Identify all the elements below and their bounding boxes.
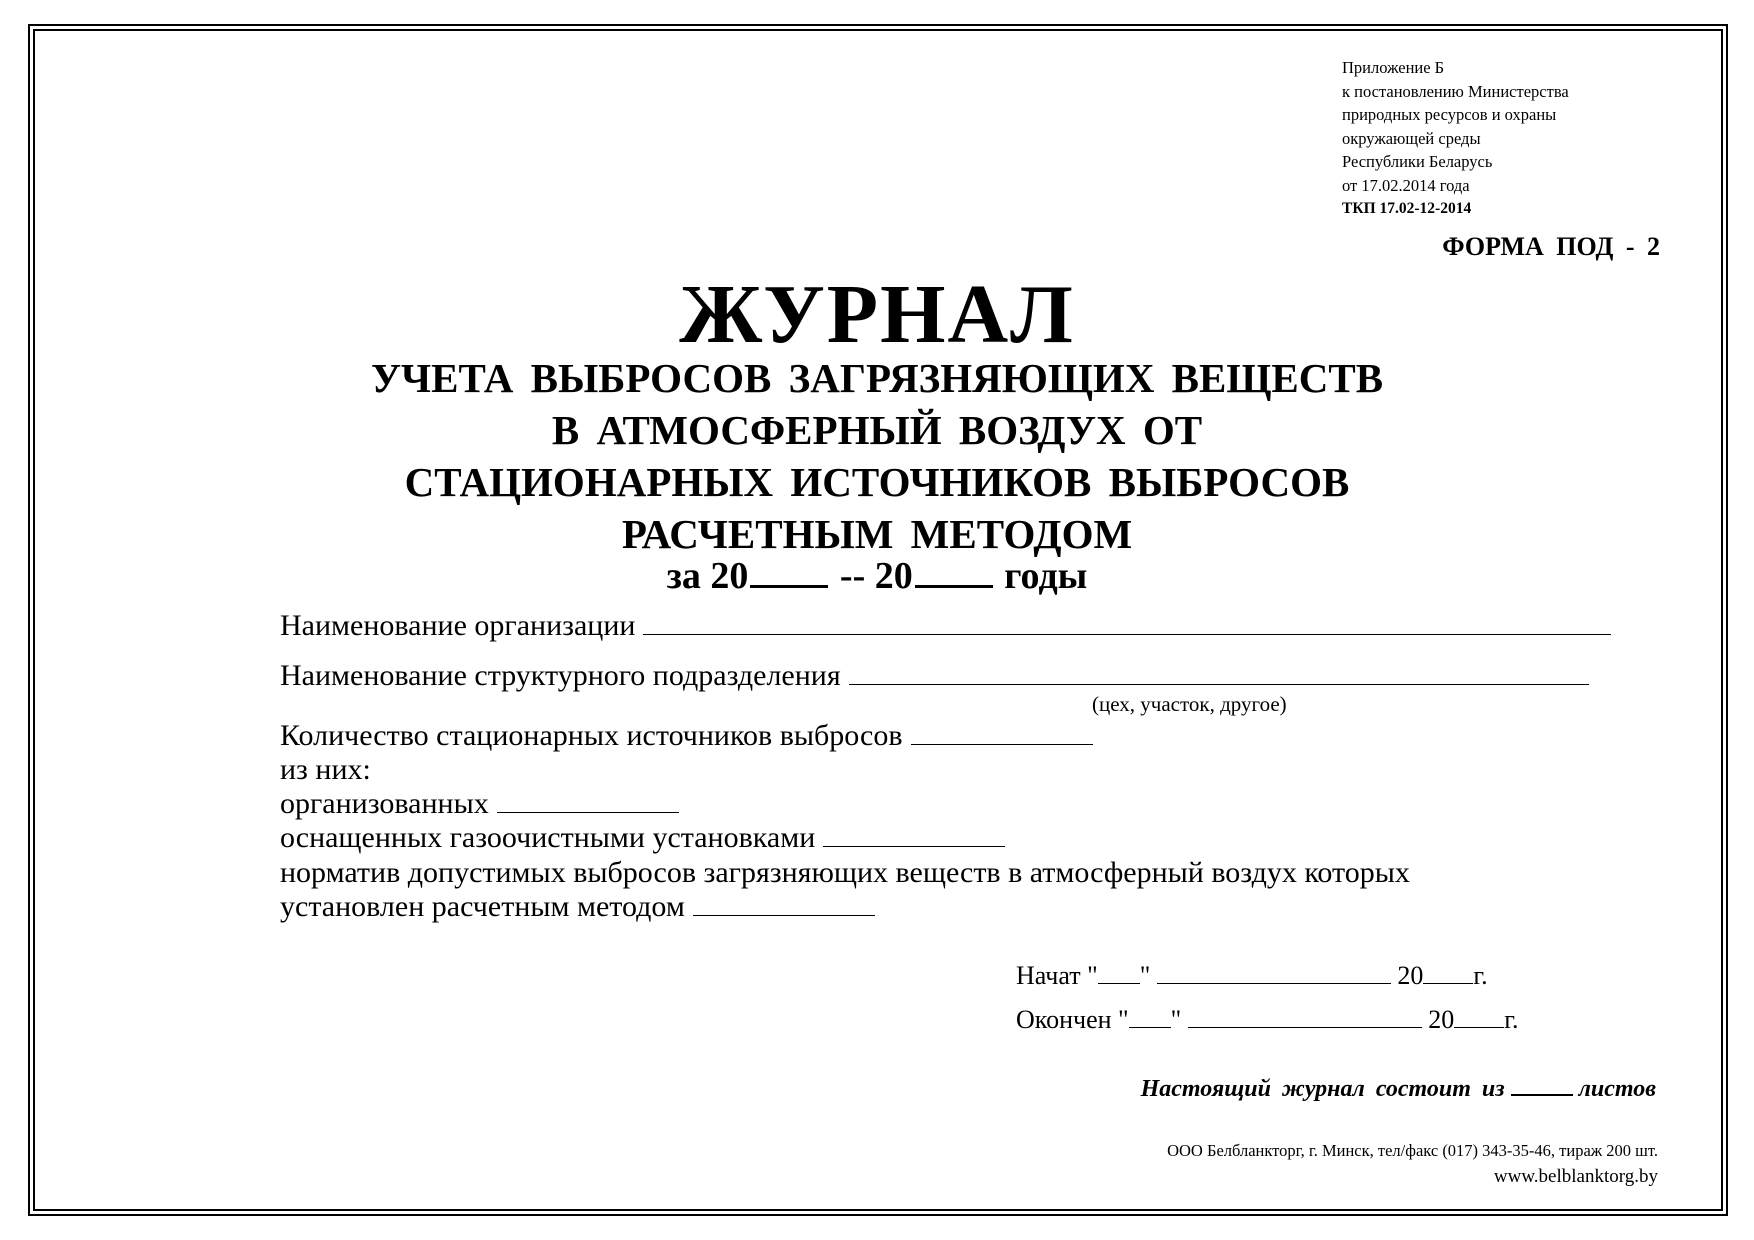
quote-close: " [1139,961,1151,990]
form-code: ФОРМА ПОД - 2 [1442,232,1660,261]
year-start-field[interactable] [750,555,828,588]
years-line [0,554,1754,598]
subtitle-line: В АТМОСФЕРНЫЙ ВОЗДУХ ОТ [551,407,1203,453]
quote-open: " [1118,1005,1129,1034]
norm-label-line2: установлен расчетным методом [280,890,685,923]
ended-year-prefix: 20 [1428,1005,1455,1034]
pages-prefix: Настоящий журнал состоит из [1140,1076,1505,1102]
subtitle-line: УЧЕТА ВЫБРОСОВ ЗАГРЯЗНЯЮЩИХ ВЕЩЕСТВ [370,355,1384,401]
quote-close: " [1170,1005,1182,1034]
document-title: ЖУРНАЛ [679,268,1075,361]
ended-month-field[interactable] [1188,1005,1422,1028]
started-day-field[interactable] [1098,961,1140,984]
tkp-code: ТКП 17.02-12-2014 [1342,200,1472,217]
ended-year-field[interactable] [1454,1005,1504,1028]
started-month-field[interactable] [1157,961,1391,984]
organized-label: организованных [280,787,489,820]
subtitle-line: СТАЦИОНАРНЫХ ИСТОЧНИКОВ ВЫБРОСОВ [404,459,1350,505]
norm-count-field[interactable] [693,889,875,916]
appendix-line: от 17.02.2014 года [1342,175,1470,195]
pages-count-field[interactable] [1511,1074,1573,1096]
year-end-field[interactable] [915,555,993,588]
started-year-suffix: г. [1473,961,1488,990]
publisher-website: www.belblanktorg.by [1493,1166,1658,1187]
organized-row [280,786,679,822]
publisher-block [1167,1138,1658,1190]
organized-field[interactable] [497,786,679,813]
subdivision-hint: (цех, участок, другое) [1092,692,1287,716]
organization-row [280,608,1611,644]
norm-row-2 [280,889,875,925]
sources-count-label: Количество стационарных источников выбросов [280,719,903,752]
sources-count-row [280,718,1093,754]
norm-label-line1: норматив допустимых выбросов загрязняющих веществ в атмосферный воздух которых [280,856,1410,889]
started-label: Начат [1016,961,1081,990]
norm-row-1 [280,855,1410,891]
years-prefix: за 20 [666,555,749,597]
of-them-label: из них: [280,753,371,786]
document-subtitle [0,352,1754,560]
ended-day-field[interactable] [1129,1005,1171,1028]
appendix-line: природных ресурсов и охраны [1342,105,1557,124]
appendix-line: Республики Беларусь [1342,152,1493,171]
years-suffix: годы [1004,555,1088,597]
started-year-prefix: 20 [1397,961,1424,990]
organization-field[interactable] [643,608,1611,635]
ended-year-suffix: г. [1504,1005,1519,1034]
ended-label: Окончен [1016,1005,1112,1034]
pages-suffix: листов [1578,1076,1656,1102]
equipped-label: оснащенных газоочистными установками [280,821,816,854]
equipped-row [280,820,1005,856]
organization-label: Наименование организации [280,609,636,642]
subdivision-label: Наименование структурного подразделения [280,659,841,692]
appendix-line: окружающей среды [1342,128,1481,148]
subtitle-line: РАСЧЕТНЫМ МЕТОДОМ [621,511,1133,557]
publisher-info: ООО Белбланкторг, г. Минск, тел/факс (017) 343-35-46, тираж 200 шт. [1167,1141,1658,1160]
appendix-line: Приложение Б [1342,58,1445,77]
sources-count-field[interactable] [911,718,1093,745]
started-row [1016,960,1488,992]
pages-count-line [1141,1074,1656,1103]
of-them-row [280,752,371,788]
years-separator: -- 20 [839,555,913,597]
equipped-field[interactable] [823,820,1005,847]
ended-row [1016,1004,1519,1036]
subdivision-field[interactable] [849,658,1589,685]
subdivision-row [280,658,1589,694]
started-year-field[interactable] [1423,961,1473,984]
quote-open: " [1087,961,1098,990]
appendix-block [1342,56,1662,221]
appendix-line: к постановлению Министерства [1342,81,1569,101]
